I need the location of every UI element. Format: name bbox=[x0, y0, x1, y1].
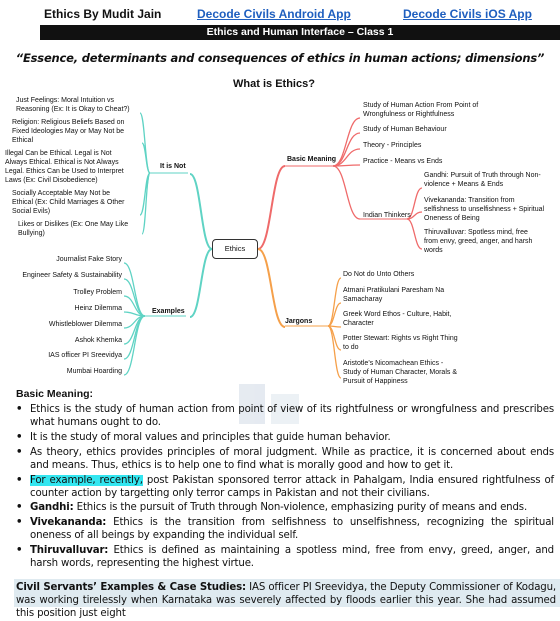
point-item: • Gandhi: Ethics is the pursuit of Truth through Non-violence, emphasizing purity of means and ends. bbox=[16, 501, 554, 514]
mindmap-center-node: Ethics bbox=[212, 239, 258, 259]
connector-line bbox=[190, 249, 212, 317]
it-is-not-item: Just Feelings: Moral Intuition vs Reasoning (Ex: It is Okay to Cheat?) bbox=[16, 97, 130, 113]
it-is-not-item: Likes or Dislikes (Ex: One May Like Bullying) bbox=[18, 221, 129, 237]
class-title-band: Ethics and Human Interface – Class 1 bbox=[40, 25, 560, 40]
syllabus-quote: “Essence, determinants and consequences of ethics in human actions; dimensions” bbox=[15, 51, 545, 65]
author-name: Ethics By Mudit Jain bbox=[44, 7, 162, 21]
connector-line bbox=[328, 278, 341, 326]
connector-line bbox=[124, 316, 145, 375]
connector-line bbox=[333, 166, 360, 219]
example-item: Engineer Safety & Sustainability bbox=[22, 272, 122, 279]
case-study-box: Civil Servants’ Examples & Case Studies: IAS officer PI Sreevidya, the Deputy Commissioner of Kodagu, was working tirelessly when Karnataka was severely affected by floods earlier this year. She had assumed this position just eight bbox=[14, 579, 560, 607]
point-item: • For example, recently, post Pakistan sponsored terror attack in Pahalgam, India ensured rightfulness of counter action by targetting only terror camps in Pakistan and not their civilians. bbox=[16, 474, 554, 500]
mindmap-heading: What is Ethics? bbox=[233, 78, 315, 90]
connector-line bbox=[124, 263, 145, 316]
jargon-item: Potter Stewart: Rights vs Right Thing to do bbox=[343, 335, 458, 351]
jargon-item: Greek Word Ethos - Culture, Habit, Character bbox=[343, 311, 452, 327]
connector-line bbox=[407, 219, 422, 249]
jargon-item: Do Not do Unto Others bbox=[343, 271, 415, 278]
it-is-not-item: Illegal Can be Ethical. Legal is Not Always Ethical. Ethical is Not Always Legal. Ethics Can be Used to Interpret Laws (Ex: Civil Disobedience) bbox=[5, 150, 124, 184]
connector-line bbox=[190, 174, 212, 249]
jargon-item: Atmani Pratikulani Paresham Na Samacharay bbox=[343, 287, 445, 303]
example-item: IAS officer PI Sreevidya bbox=[48, 352, 122, 359]
highlighted-text: For example, recently, bbox=[30, 474, 143, 486]
connector-line bbox=[333, 118, 360, 166]
connector-line bbox=[258, 166, 285, 249]
example-item: Mumbai Hoarding bbox=[66, 368, 122, 375]
example-item: Trolley Problem bbox=[73, 289, 122, 296]
point-item: • Vivekananda: Ethics is the transition from selfishness to unselfishness, recognizing the spiritual oneness of all beings by expanding the individual self. bbox=[16, 516, 554, 542]
connector-line bbox=[258, 249, 285, 327]
branch-basic-meaning: Basic Meaning bbox=[287, 156, 337, 163]
basic-meaning-heading: Basic Meaning: bbox=[16, 388, 94, 400]
it-is-not-item: Socially Acceptable May Not be Ethical (Ex: Child Marriages & Other Social Evils) bbox=[12, 190, 125, 215]
example-item: Journalist Fake Story bbox=[56, 256, 122, 263]
page-header bbox=[0, 0, 560, 22]
jargon-item: Aristotle’s Nicomachean Ethics - Study of Human Character, Morals & Pursuit of Happiness bbox=[343, 360, 457, 385]
basic-meaning-points bbox=[16, 403, 554, 572]
point-item: • Ethics is the study of human action from point of view of its rightfulness or wrongfulness and prescribes what humans ought to do. bbox=[16, 403, 554, 429]
indian-thinkers-label: Indian Thinkers bbox=[363, 212, 411, 219]
basic-meaning-item: Theory - Principles bbox=[363, 142, 422, 149]
basic-meaning-item: Practice - Means vs Ends bbox=[363, 158, 443, 165]
connector-line bbox=[124, 279, 145, 316]
thinker-item: Thiruvalluvar: Spotless mind, free from envy, greed, anger, and harsh words bbox=[424, 229, 533, 254]
branch-jargons: Jargons bbox=[285, 318, 313, 325]
basic-meaning-item: Study of Human Behaviour bbox=[363, 126, 447, 133]
point-item: • As theory, ethics provides principles of moral judgment. While as practice, it is concerned about ends and means. Thus, ethics is to help one to find what is morally good and how to get it. bbox=[16, 446, 554, 472]
thinker-item: Vivekananda: Transition from selfishness to unselfishness + Spiritual Oneness of Being bbox=[424, 197, 545, 222]
point-item: • It is the study of moral values and principles that guide human behavior. bbox=[16, 431, 554, 444]
it-is-not-item: Religion: Religious Beliefs Based on Fixed Ideologies May or May Not be Ethical bbox=[12, 119, 125, 144]
thinker-item: Gandhi: Pursuit of Truth through Non- violence + Means & Ends bbox=[424, 172, 541, 188]
android-app-link[interactable]: Decode Civils Android App bbox=[197, 7, 351, 21]
point-item: • Thiruvalluvar: Ethics is defined as maintaining a spotless mind, free from envy, greed, anger, and harsh words, representing the highest virtue. bbox=[16, 544, 554, 570]
basic-meaning-item: Study of Human Action From Point of Wrongfulness or Rightfulness bbox=[363, 102, 479, 118]
example-item: Ashok Khemka bbox=[74, 337, 122, 344]
branch-examples: Examples bbox=[152, 308, 185, 315]
ios-app-link[interactable]: Decode Civils iOS App bbox=[403, 7, 532, 21]
example-item: Whistleblower Dilemma bbox=[48, 321, 122, 328]
connector-line bbox=[328, 326, 341, 378]
example-item: Heinz Dilemma bbox=[74, 305, 122, 312]
branch-it-is-not: It is Not bbox=[160, 163, 186, 170]
